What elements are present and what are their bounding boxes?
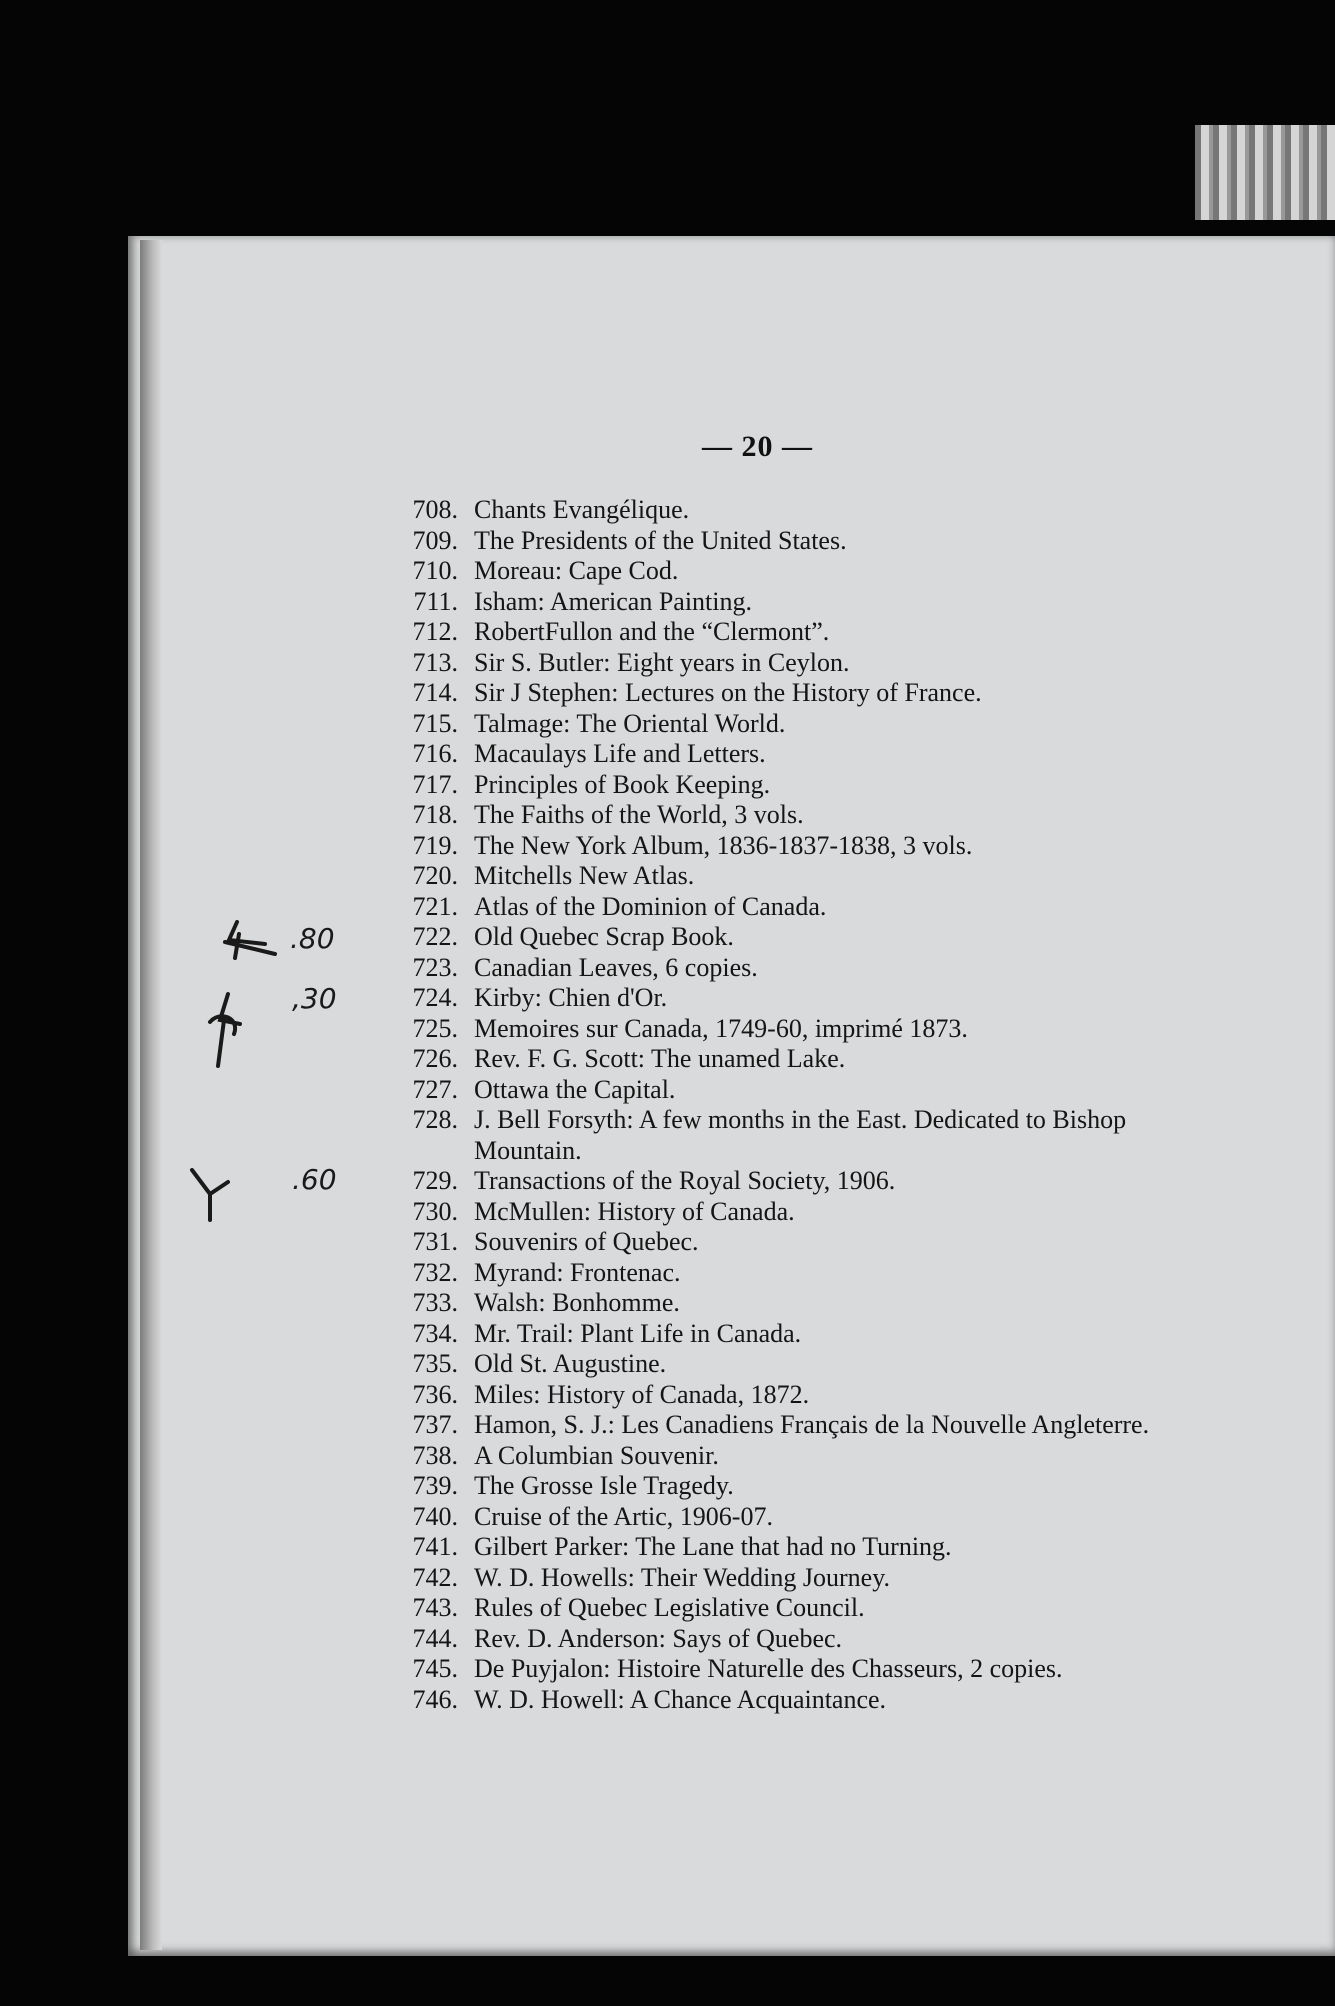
list-item	[340, 1654, 1170, 1685]
list-item	[340, 495, 1170, 526]
entry-number: 711.	[413, 586, 458, 616]
margin-note-729: .60	[292, 1163, 337, 1196]
entry-text: Myrand: Frontenac.	[474, 1257, 681, 1287]
entry-text: W. D. Howell: A Chance Acquaintance.	[474, 1684, 887, 1714]
list-item	[340, 1197, 1170, 1228]
entry-text: Sir S. Butler: Eight years in Ceylon.	[474, 647, 850, 677]
handwritten-mark-729	[188, 1164, 233, 1224]
list-item	[340, 678, 1170, 709]
list-item	[340, 831, 1170, 862]
entry-text: J. Bell Forsyth: A few months in the East. Dedicated to Bishop Mountain.	[474, 1105, 1127, 1165]
entry-number: 724.	[412, 983, 458, 1012]
entry-number: 745.	[412, 1654, 458, 1683]
entry-text: Souvenirs of Quebec.	[474, 1227, 699, 1256]
list-item	[340, 770, 1170, 801]
list-item	[340, 1380, 1170, 1411]
list-item	[340, 1014, 1170, 1045]
list-item	[340, 983, 1170, 1014]
entry-text: Rev. F. G. Scott: The unamed Lake.	[474, 1044, 846, 1073]
entry-text: Old St. Augustine.	[474, 1349, 667, 1378]
list-item	[340, 1624, 1170, 1655]
entry-text: Isham: American Painting.	[474, 586, 753, 616]
entry-text: The Grosse Isle Tragedy.	[474, 1471, 734, 1500]
entry-text: Gilbert Parker: The Lane that had no Turning.	[474, 1532, 952, 1561]
entry-text: Rev. D. Anderson: Says of Quebec.	[474, 1623, 843, 1653]
entry-number: 743.	[412, 1593, 458, 1622]
list-item	[340, 1044, 1170, 1075]
list-item	[340, 953, 1170, 984]
entry-text: Atlas of the Dominion of Canada.	[474, 891, 827, 921]
entry-number: 740.	[412, 1501, 458, 1531]
entry-text: Memoires sur Canada, 1749-60, imprimé 1873.	[474, 1013, 968, 1043]
catalogue-list	[340, 495, 1170, 1715]
page-binding-edge	[140, 240, 162, 1950]
entry-text: Canadian Leaves, 6 copies.	[474, 952, 758, 982]
entry-text: Sir J Stephen: Lectures on the History of France.	[474, 678, 982, 707]
entry-number: 736.	[412, 1379, 458, 1409]
entry-number: 728.	[412, 1105, 458, 1134]
list-item	[340, 526, 1170, 557]
list-item	[340, 648, 1170, 679]
entry-number: 716.	[412, 739, 458, 768]
entry-text: Cruise of the Artic, 1906-07.	[474, 1501, 773, 1531]
entry-number: 710.	[412, 556, 458, 585]
list-item	[340, 1410, 1170, 1441]
entry-text: Kirby: Chien d'Or.	[474, 983, 668, 1012]
entry-text: RobertFullon and the “Clermont”.	[474, 617, 830, 646]
entry-number: 727.	[412, 1074, 458, 1104]
margin-note-724: ,30	[292, 982, 337, 1015]
margin-note-722: .80	[290, 922, 335, 955]
entry-number: 732.	[412, 1257, 458, 1287]
entry-number: 725.	[412, 1013, 458, 1043]
list-item	[340, 800, 1170, 831]
list-item	[340, 892, 1170, 923]
entry-text: Miles: History of Canada, 1872.	[474, 1379, 810, 1409]
entry-number: 719.	[412, 830, 458, 860]
entry-number: 714.	[412, 678, 458, 707]
entry-number: 737.	[412, 1410, 458, 1439]
list-item	[340, 1563, 1170, 1594]
entry-text: Macaulays Life and Letters.	[474, 739, 766, 768]
entry-text: De Puyjalon: Histoire Naturelle des Chasseurs, 2 copies.	[474, 1654, 1063, 1683]
entry-number: 741.	[412, 1532, 458, 1561]
entry-text: Principles of Book Keeping.	[474, 769, 771, 799]
list-item	[340, 556, 1170, 587]
entry-number: 730.	[412, 1196, 458, 1226]
list-item	[340, 1075, 1170, 1106]
list-item	[340, 1227, 1170, 1258]
entry-number: 717.	[412, 769, 458, 799]
entry-text: Mr. Trail: Plant Life in Canada.	[474, 1318, 802, 1348]
entry-text: Walsh: Bonhomme.	[474, 1288, 680, 1317]
entry-number: 729.	[412, 1166, 458, 1195]
list-item	[340, 861, 1170, 892]
list-item	[340, 1105, 1170, 1166]
list-item	[340, 1349, 1170, 1380]
entry-number: 721.	[412, 891, 458, 921]
list-item	[340, 1532, 1170, 1563]
list-item	[340, 1685, 1170, 1716]
entry-number: 723.	[412, 952, 458, 982]
entry-text: Moreau: Cape Cod.	[474, 556, 679, 585]
list-item	[340, 1441, 1170, 1472]
list-item	[340, 709, 1170, 740]
entry-text: Transactions of the Royal Society, 1906.	[474, 1166, 896, 1195]
entry-text: Ottawa the Capital.	[474, 1074, 676, 1104]
entry-text: Rules of Quebec Legislative Council.	[474, 1593, 865, 1622]
entry-number: 733.	[412, 1288, 458, 1317]
handwritten-mark-722	[215, 918, 285, 963]
list-item	[340, 922, 1170, 953]
entry-text: Mitchells New Atlas.	[474, 861, 695, 890]
list-item	[340, 587, 1170, 618]
list-item	[340, 1471, 1170, 1502]
entry-text: The Presidents of the United States.	[474, 525, 847, 555]
entry-number: 718.	[412, 800, 458, 829]
entry-text: Talmage: The Oriental World.	[474, 708, 786, 738]
entry-number: 731.	[412, 1227, 458, 1256]
entry-number: 708.	[412, 495, 458, 524]
entry-text: Old Quebec Scrap Book.	[474, 922, 734, 951]
entry-number: 726.	[412, 1044, 458, 1073]
entry-text: The New York Album, 1836-1837-1838, 3 vols.	[474, 830, 973, 860]
entry-number: 746.	[412, 1684, 458, 1714]
list-item	[340, 1258, 1170, 1289]
entry-number: 709.	[412, 525, 458, 555]
entry-number: 715.	[412, 708, 458, 738]
entry-number: 744.	[412, 1623, 458, 1653]
entry-number: 712.	[412, 617, 458, 646]
entry-text: A Columbian Souvenir.	[474, 1440, 719, 1470]
entry-number: 742.	[412, 1562, 458, 1592]
entry-number: 738.	[412, 1440, 458, 1470]
entry-number: 734.	[412, 1318, 458, 1348]
page-number: — 20 —	[702, 430, 813, 463]
entry-text: The Faiths of the World, 3 vols.	[474, 800, 804, 829]
entry-number: 720.	[412, 861, 458, 890]
list-item	[340, 1319, 1170, 1350]
scan-edge-artifact	[1195, 125, 1335, 220]
list-item	[340, 1166, 1170, 1197]
list-item	[340, 1288, 1170, 1319]
entry-text: Hamon, S. J.: Les Canadiens Français de la Nouvelle Angleterre.	[474, 1410, 1150, 1439]
list-item	[340, 739, 1170, 770]
entry-text: McMullen: History of Canada.	[474, 1196, 795, 1226]
list-item	[340, 1593, 1170, 1624]
list-item	[340, 617, 1170, 648]
entry-number: 722.	[412, 922, 458, 951]
list-item	[340, 1502, 1170, 1533]
entry-text: Chants Evangélique.	[474, 495, 690, 524]
handwritten-mark-724	[200, 990, 250, 1070]
entry-number: 739.	[412, 1471, 458, 1500]
entry-text: W. D. Howells: Their Wedding Journey.	[474, 1562, 891, 1592]
entry-number: 735.	[412, 1349, 458, 1378]
entry-number: 713.	[412, 647, 458, 677]
